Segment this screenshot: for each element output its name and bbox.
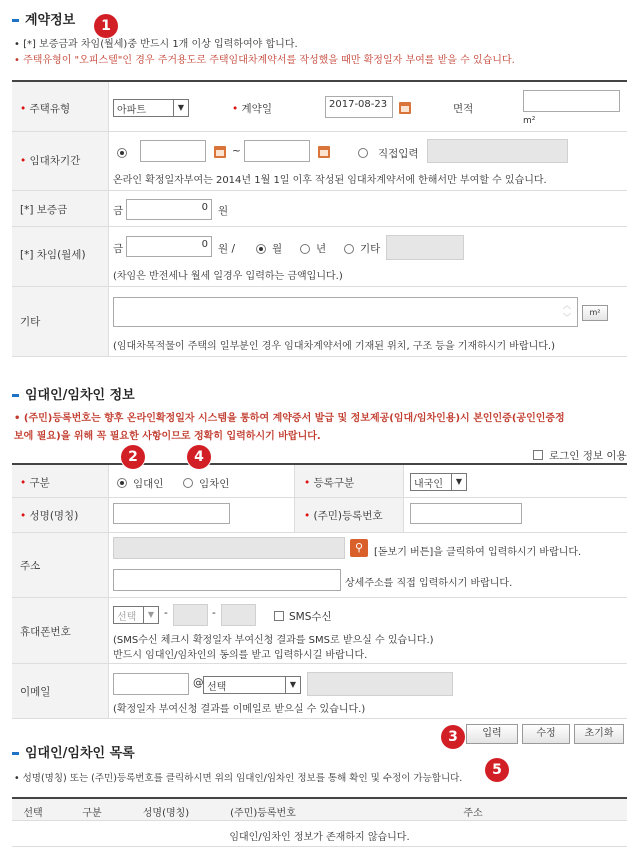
etc-note: (임대차목적물이 주택의 일부분인 경우 임대차계약서에 기재된 위치, 구조 등을 기재하시기 바랍니다.) bbox=[113, 341, 556, 352]
area-unit: m² bbox=[523, 116, 536, 126]
rent-month-radio[interactable] bbox=[256, 244, 266, 254]
email-id-input[interactable] bbox=[113, 673, 189, 695]
login-info-checkbox[interactable] bbox=[533, 450, 543, 460]
contract-date-input[interactable]: 2017-08-23 bbox=[325, 96, 393, 118]
address-search-note: [돋보기 버튼]을 클릭하여 입력하시기 바랍니다. bbox=[374, 547, 582, 558]
lessor-label: 임대인 bbox=[133, 478, 164, 490]
mobile-prefix-select[interactable]: 선택 ▼ bbox=[113, 606, 159, 624]
lease-period-note: 온라인 확정일자부여는 2014년 1월 1일 이후 작성된 임대차계약서에 한해서만 부여할 수 있습니다. bbox=[113, 175, 547, 186]
rent-prefix: 금 bbox=[113, 243, 124, 255]
chevron-down-icon: ▼ bbox=[143, 607, 158, 623]
sms-checkbox[interactable] bbox=[274, 611, 284, 621]
reset-button[interactable]: 초기화 bbox=[574, 724, 624, 744]
rent-other-label: 기타 bbox=[360, 243, 381, 255]
deposit-label: [*] 보증금 bbox=[20, 204, 68, 216]
step-badge-3: 3 bbox=[441, 725, 465, 749]
area-label: 면적 bbox=[453, 103, 474, 115]
direct-input-label: 직접입력 bbox=[378, 148, 419, 160]
calendar-icon[interactable] bbox=[318, 146, 330, 158]
deposit-suffix: 원 bbox=[218, 205, 229, 217]
contract-note-2: • 주택유형이 "오피스텔"인 경우 주거용도로 주택임대차계약서를 작성했을 때만 확정일자 부여를 받을 수 있습니다. bbox=[14, 55, 515, 66]
rent-year-radio[interactable] bbox=[300, 244, 310, 254]
at-sign: @ bbox=[193, 677, 204, 689]
login-info-label: 로그인 정보 이용 bbox=[549, 450, 627, 462]
reg-no-input[interactable] bbox=[410, 503, 522, 524]
rent-input[interactable]: 0 bbox=[126, 236, 212, 257]
address-detail-input[interactable] bbox=[113, 569, 341, 591]
chevron-down-icon: ▼ bbox=[173, 100, 188, 116]
address-input[interactable] bbox=[113, 537, 345, 559]
col-reg-no: (주민)등록번호 bbox=[230, 808, 296, 819]
lease-end-input[interactable] bbox=[244, 140, 310, 162]
contract-note-1: • [*] 보증금과 차임(월세)중 반드시 1개 이상 입력하여야 합니다. bbox=[14, 39, 298, 50]
rent-month-label: 월 bbox=[272, 243, 283, 255]
lessor-radio[interactable] bbox=[117, 478, 127, 488]
scroll-arrows-icon[interactable]: ︿ ﹀ bbox=[563, 301, 571, 322]
chevron-down-icon: ▼ bbox=[451, 474, 466, 490]
email-label: 이메일 bbox=[20, 686, 51, 698]
rent-label: [*] 차임(월세) bbox=[20, 249, 86, 261]
chevron-down-icon: ▼ bbox=[285, 677, 300, 693]
deposit-input[interactable]: 0 bbox=[126, 199, 212, 220]
house-type-label: • 주택유형 bbox=[20, 103, 71, 115]
mobile-label: 휴대폰번호 bbox=[20, 626, 71, 638]
dash: - bbox=[212, 607, 216, 619]
direct-input-radio[interactable] bbox=[358, 148, 368, 158]
step-badge-4: 4 bbox=[187, 445, 211, 469]
direct-input-field[interactable] bbox=[427, 139, 568, 163]
lease-period-radio[interactable] bbox=[117, 148, 127, 158]
search-icon[interactable]: ⚲ bbox=[350, 539, 368, 557]
reg-no-label: • (주민)등록번호 bbox=[304, 510, 383, 522]
list-note: • 성명(명칭) 또는 (주민)등록번호를 클릭하시면 위의 임대인/임차인 정보를 통해 확인 및 수정이 가능합니다. bbox=[14, 773, 463, 784]
sms-note-1: (SMS수신 체크시 확정일자 부여신청 결과를 SMS로 받으실 수 있습니다.) bbox=[113, 635, 434, 646]
sms-note-2: 반드시 임대인/임차인의 동의를 받고 입력하시길 바랍니다. bbox=[113, 650, 368, 661]
col-name: 성명(명칭) bbox=[142, 808, 190, 819]
house-type-select[interactable]: 아파트 ▼ bbox=[113, 99, 189, 117]
reg-type-select[interactable]: 내국인 ▼ bbox=[410, 473, 467, 491]
party-note: • (주민)등록번호는 향후 온라인확정일자 시스템을 통하여 계약증서 발급 및 정보제공(임대/임차인용)시 본인인증(공인인증정 보에 필요)을 위해 꼭 필요한 사항이므로 정확히 입력하시기 바랍니다. bbox=[14, 413, 565, 442]
lessee-label: 임차인 bbox=[199, 478, 230, 490]
rent-other-input[interactable] bbox=[386, 235, 464, 260]
col-address: 주소 bbox=[463, 808, 483, 819]
address-detail-note: 상세주소를 직접 입력하시기 바랍니다. bbox=[345, 578, 513, 589]
rent-note: (차임은 반전세나 월세 일경우 입력하는 금액입니다.) bbox=[113, 271, 343, 282]
tilde: ~ bbox=[232, 145, 241, 157]
party-section-title: 임대인/임차인 정보 bbox=[12, 384, 135, 403]
lease-period-label: • 임대차기간 bbox=[20, 155, 81, 167]
email-domain-select[interactable]: 선택 ▼ bbox=[203, 676, 301, 694]
etc-unit-button[interactable]: m² bbox=[582, 305, 608, 321]
list-section-title: 임대인/임차인 목록 bbox=[12, 742, 135, 761]
step-badge-1: 1 bbox=[94, 14, 118, 38]
email-note: (확정일자 부여신청 결과를 이메일로 받으실 수 있습니다.) bbox=[113, 704, 366, 715]
contract-date-label: • 계약일 bbox=[232, 103, 272, 115]
lease-start-input[interactable] bbox=[140, 140, 206, 162]
col-select: 선택 bbox=[23, 808, 43, 819]
edit-button[interactable]: 수정 bbox=[522, 724, 570, 744]
calendar-icon[interactable] bbox=[399, 102, 411, 114]
col-type: 구분 bbox=[82, 808, 102, 819]
list-empty-message: 임대인/임차인 정보가 존재하지 않습니다. bbox=[229, 832, 410, 843]
rent-suffix: 원 / bbox=[218, 243, 236, 255]
dash: - bbox=[164, 607, 168, 619]
name-input[interactable] bbox=[113, 503, 230, 524]
calendar-icon[interactable] bbox=[214, 146, 226, 158]
step-badge-5: 5 bbox=[485, 758, 509, 782]
rent-year-label: 년 bbox=[316, 243, 327, 255]
deposit-prefix: 금 bbox=[113, 205, 124, 217]
mobile-last-input[interactable] bbox=[221, 604, 256, 626]
rent-other-radio[interactable] bbox=[344, 244, 354, 254]
lessee-radio[interactable] bbox=[183, 478, 193, 488]
area-input[interactable] bbox=[523, 90, 620, 112]
email-domain-input[interactable] bbox=[307, 672, 453, 696]
etc-label: 기타 bbox=[20, 316, 41, 328]
input-button[interactable]: 입력 bbox=[466, 724, 518, 744]
address-label: 주소 bbox=[20, 560, 41, 572]
etc-textarea[interactable] bbox=[113, 297, 578, 327]
mobile-middle-input[interactable] bbox=[173, 604, 208, 626]
reg-type-label: • 등록구분 bbox=[304, 477, 355, 489]
name-label: • 성명(명칭) bbox=[20, 510, 79, 522]
party-type-label: • 구분 bbox=[20, 477, 50, 489]
step-badge-2: 2 bbox=[121, 445, 145, 469]
contract-section-title: 계약정보 bbox=[12, 9, 75, 28]
sms-label: SMS수신 bbox=[289, 611, 332, 623]
